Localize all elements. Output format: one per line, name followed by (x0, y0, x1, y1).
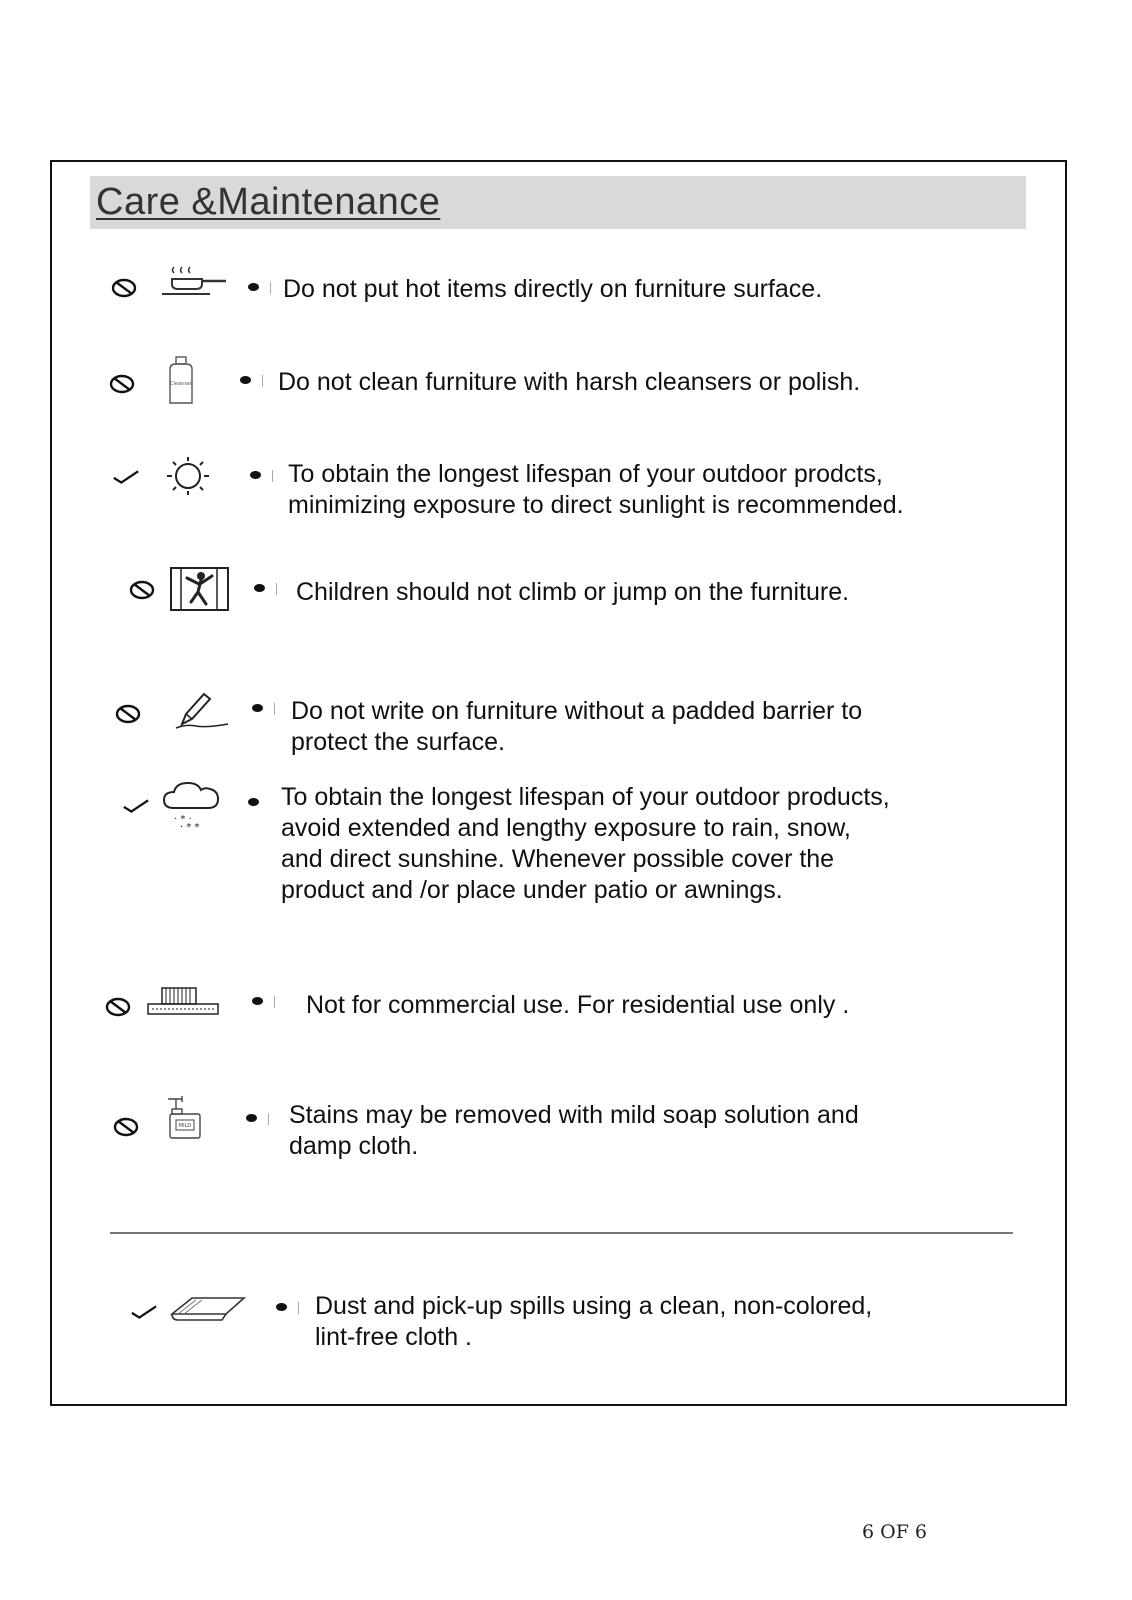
item-text-writing: Do not write on furniture without a padded barrier to protect the surface. (291, 697, 863, 756)
bullet-tick (268, 1113, 269, 1125)
commercial-building-icon (146, 986, 220, 1016)
bullet (246, 1114, 257, 1122)
prohibited-icon (114, 703, 142, 725)
bullet-tick (276, 583, 277, 595)
item-text-sunlight: To obtain the longest lifespan of your outdoor prodcts, minimizing exposure to direct sunlight is recommended. (288, 460, 904, 519)
check-icon (122, 794, 150, 816)
bullet-tick (270, 282, 271, 294)
cleanser-bottle-icon (162, 355, 202, 407)
page-number: 6 OF 6 (862, 1521, 928, 1543)
prohibited-icon (128, 579, 156, 601)
item-text-hot-items: Do not put hot items directly on furniture surface. (283, 275, 823, 303)
rain-snow-cloud-icon (160, 780, 226, 832)
hot-pan-icon (160, 263, 230, 299)
bullet-tick (298, 1302, 299, 1314)
bullet-tick (262, 375, 263, 387)
bullet (240, 376, 251, 384)
page-title: Care &Maintenance (96, 181, 441, 223)
bullet (276, 1303, 287, 1311)
check-icon (130, 1300, 158, 1322)
bullet-tick (274, 996, 275, 1008)
prohibited-icon (112, 1116, 140, 1138)
item-text-children: Children should not climb or jump on the furniture. (296, 578, 850, 606)
item-text-rain-snow: To obtain the longest lifespan of your outdoor products, avoid extended and lengthy exposure to rain, snow, and direct sunshine. Whenever possible cover the product and /or place under patio or awnings. (281, 783, 890, 904)
prohibited-icon (108, 373, 136, 395)
soap-label: MILD (178, 1123, 192, 1129)
bullet (252, 997, 263, 1005)
pen-icon (172, 692, 232, 732)
sun-icon (161, 455, 215, 497)
cloth-icon (168, 1292, 248, 1326)
item-text-dust: Dust and pick-up spills using a clean, non-colored, lint-free cloth . (315, 1292, 873, 1351)
prohibited-icon (110, 277, 138, 299)
bullet-tick (274, 703, 275, 715)
bullet (248, 283, 259, 291)
bullet (250, 471, 261, 479)
prohibited-icon (104, 996, 132, 1018)
item-text-stains: Stains may be removed with mild soap solution and damp cloth. (289, 1101, 859, 1160)
divider (110, 1232, 1013, 1234)
soap-dispenser-icon (162, 1093, 206, 1141)
item-text-commercial: Not for commercial use. For residential use only . (306, 991, 850, 1019)
bullet (248, 798, 259, 806)
cleanser-label: Cleanser (170, 381, 192, 387)
child-climbing-icon (169, 566, 231, 612)
svg-text:· * *: · * * (180, 822, 200, 832)
bullet-tick (272, 470, 273, 482)
check-icon (112, 465, 140, 487)
item-text-cleansers: Do not clean furniture with harsh cleansers or polish. (278, 368, 861, 396)
bullet (252, 704, 263, 712)
svg-text:· * ·: · * · (174, 814, 192, 825)
bullet (254, 584, 265, 592)
